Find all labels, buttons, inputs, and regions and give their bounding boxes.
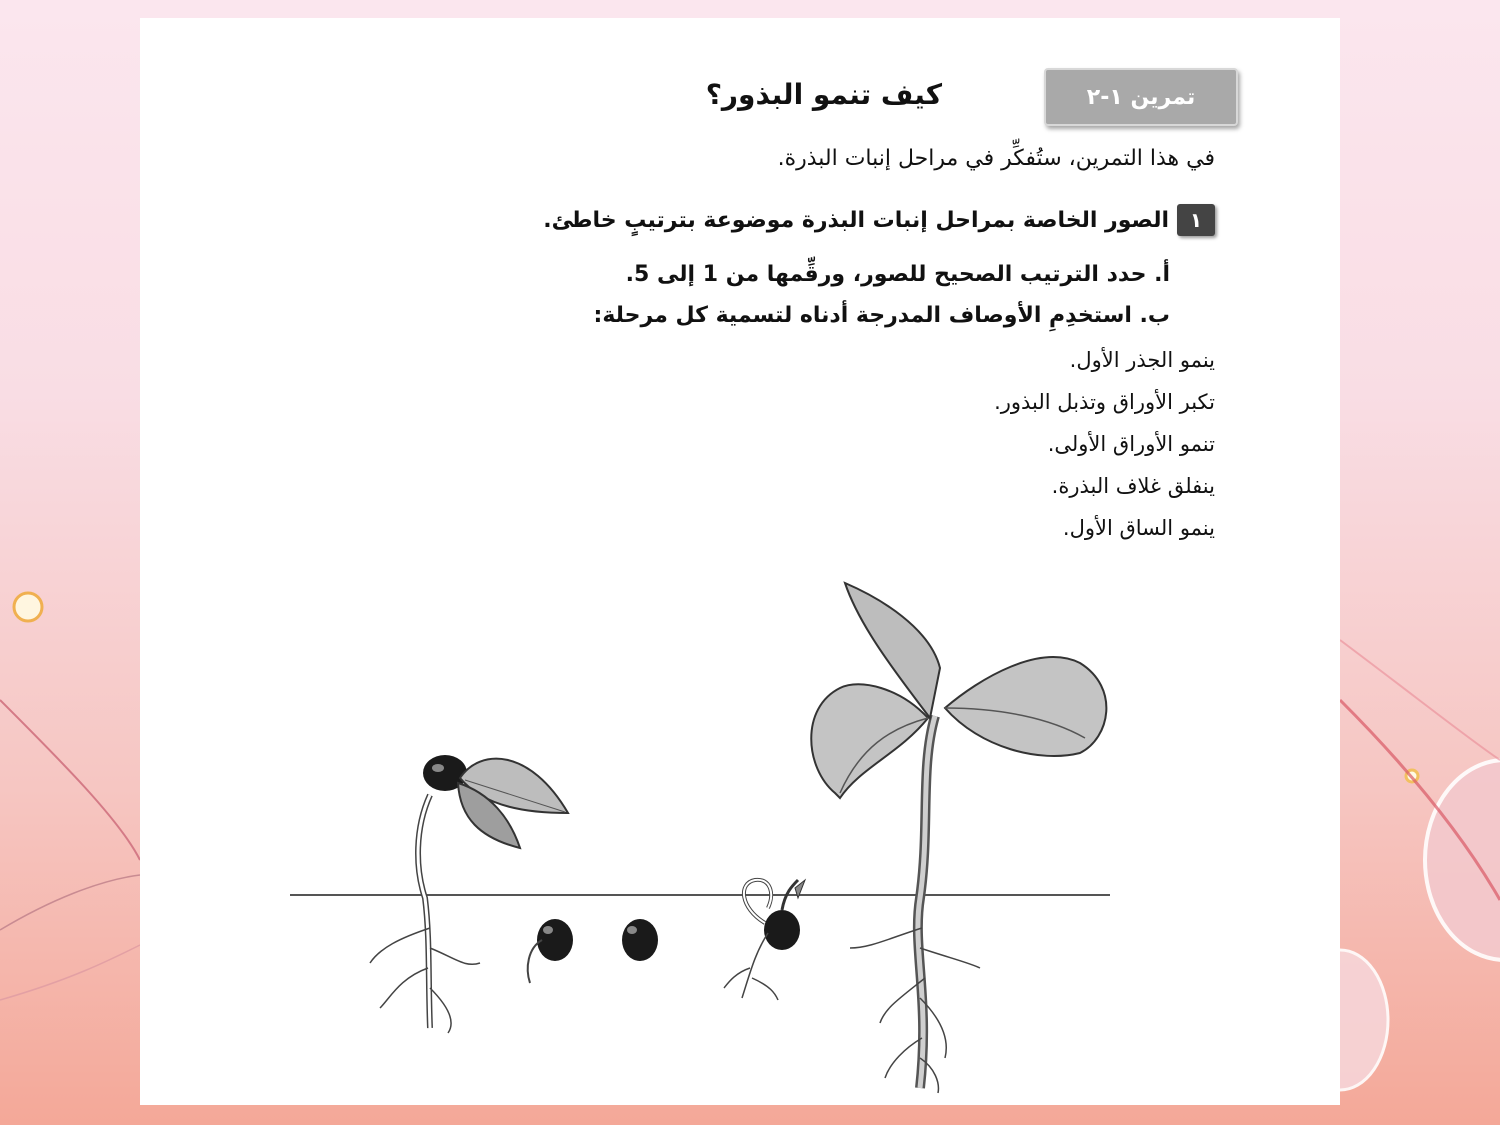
worksheet-page	[140, 18, 1340, 1105]
exercise-title: كيف تنمو البذور؟	[705, 78, 942, 111]
question-part-b: ب. استخدِمِ الأوصاف المدرجة أدناه لتسمية كل مرحلة:	[593, 303, 1170, 328]
exercise-badge: تمرين ١-٢	[1044, 68, 1238, 126]
question-part-a: أ. حدد الترتيب الصحيح للصور، ورقِّمها من 1 إلى 5.	[625, 262, 1170, 287]
stage-description: ينمو الساق الأول.	[1062, 516, 1215, 540]
stage-description: ينفلق غلاف البذرة.	[1051, 474, 1215, 498]
question-number: ١	[1177, 204, 1215, 236]
exercise-intro: في هذا التمرين، ستُفكِّر في مراحل إنبات البذرة.	[777, 146, 1215, 171]
question-text: الصور الخاصة بمراحل إنبات البذرة موضوعة بترتيبٍ خاطئ.	[543, 207, 1169, 233]
stage-description: تنمو الأوراق الأولى.	[1047, 432, 1215, 456]
question-row	[543, 204, 1215, 236]
stage-description: تكبر الأوراق وتذبل البذور.	[994, 390, 1215, 414]
sprouting-seed-icon	[724, 880, 805, 1000]
seed-icon	[528, 919, 573, 983]
bean-plant-icon	[811, 583, 1106, 1093]
germination-illustration	[280, 568, 1180, 1098]
stage-description: ينمو الجذر الأول.	[1069, 348, 1215, 372]
seed-icon	[622, 919, 658, 961]
